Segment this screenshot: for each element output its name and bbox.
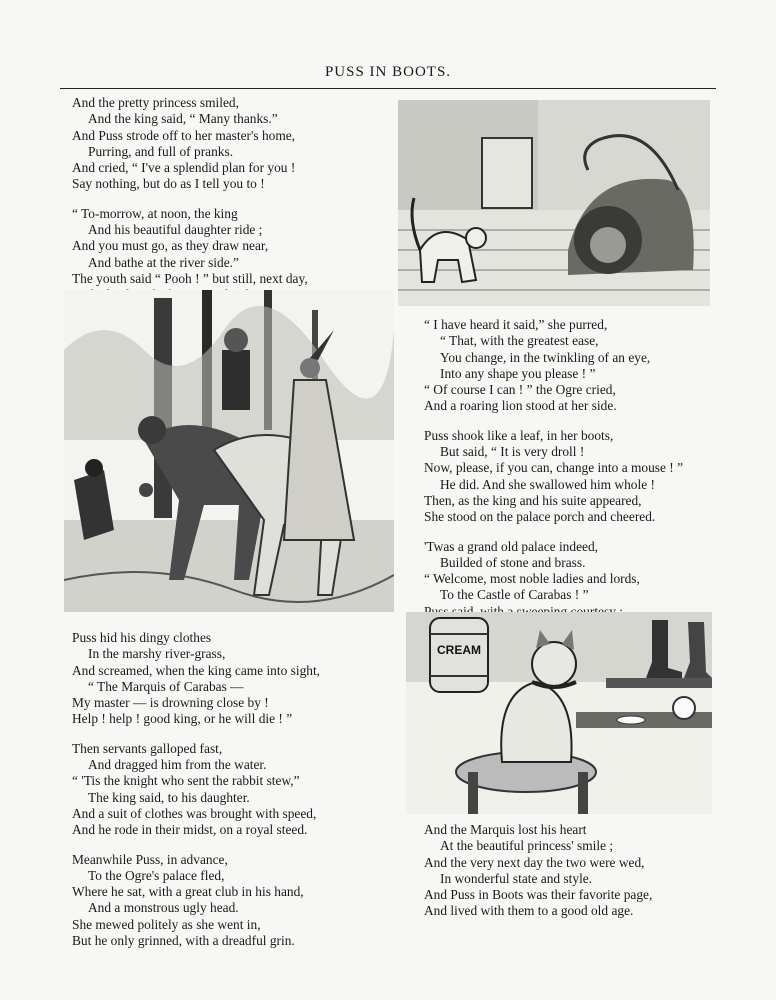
verse-line: Meanwhile Puss, in advance, [72,851,228,867]
verse-line: And Puss strode off to her master's home, [72,127,296,143]
page-title: PUSS IN BOOTS. [324,64,452,80]
right-column-middle-verses [424,317,683,649]
verse-line: And the Marquis lost his heart [424,822,587,837]
verse-stanza [424,428,683,526]
verse-line: Into any shape you please ! ” [440,365,596,381]
verse-line: And he rode in their midst, on a royal steed. [72,822,308,838]
verse-line: And bathe at the river side.” [88,254,239,270]
verse-line: “ 'Tis the knight who sent the rabbit stew,” [72,773,300,789]
verse-line: And Puss in Boots was their favorite page, [424,887,653,903]
verse-line: And the king said, “ Many thanks.” [88,111,278,127]
verse-line: The youth said “ Pooh ! ” but still, next day, [72,270,308,286]
verse-stanza [424,317,683,415]
verse-line: And a roaring lion stood at her side. [424,398,617,414]
verse-stanza [72,95,308,193]
verse-line: You change, in the twinkling of an eye, [440,349,651,365]
illustration-cat-and-lion [398,100,710,306]
verse-line: And you must go, as they draw near, [72,238,269,254]
verse-line: And his beautiful daughter ride ; [88,222,263,238]
verse-line: And the very next day the two were wed, [424,854,645,870]
right-column-bottom-verses [424,822,652,933]
cat-table-drawing [406,612,712,814]
verse-line: To the Castle of Carabas ! ” [440,587,589,603]
verse-line: And the pretty princess smiled, [72,95,239,110]
verse-line: “ Of course I can ! ” the Ogre cried, [424,382,616,398]
verse-stanza [72,852,320,950]
verse-stanza [72,741,320,839]
verse-line: To the Ogre's palace fled, [88,867,225,883]
verse-line: She mewed politely as she went in, [72,916,261,932]
verse-line: Where he sat, with a great club in his hand, [72,884,304,900]
verse-line: And lived with them to a good old age. [424,903,634,919]
verse-line: “ The Marquis of Carabas — [88,678,244,694]
verse-line: But said, “ It is very droll ! [440,444,585,460]
barrel-label: CREAM [437,643,481,657]
verse-line: “ That, with the greatest ease, [440,333,599,349]
verse-line: In wonderful state and style. [440,870,593,886]
verse-line: Now, please, if you can, change into a mouse ! ” [424,460,684,476]
header-rule [60,88,716,89]
verse-line: “ I have heard it said,” she purred, [424,317,608,332]
illustration-royal-ride [64,290,394,612]
verse-line: And dragged him from the water. [88,757,267,773]
verse-stanza [72,206,308,304]
cat-lion-drawing [398,100,710,306]
illustration-cat-at-table [406,612,712,814]
verse-line: Puss shook like a leaf, in her boots, [424,427,614,443]
verse-line: The king said, to his daughter. [88,789,250,805]
verse-line: Say nothing, but do as I tell you to ! [72,176,265,192]
verse-line: In the marshy river-grass, [88,646,226,662]
verse-line: Then servants galloped fast, [72,740,223,756]
verse-stanza [424,822,652,920]
verse-line: Help ! help ! good king, or he will die ! ” [72,711,293,727]
verse-line: Builded of stone and brass. [440,554,586,570]
verse-line: And cried, “ I've a splendid plan for you ! [72,160,296,176]
left-column-top-verses [72,95,308,317]
verse-line: Puss hid his dingy clothes [72,630,212,645]
verse-line: But he only grinned, with a dreadful grin. [72,933,295,949]
verse-line: At the beautiful princess' smile ; [440,838,614,854]
verse-line: And a monstrous ugly head. [88,900,239,916]
verse-line: My master — is drowning close by ! [72,695,269,711]
verse-stanza [72,630,320,728]
verse-line: She stood on the palace porch and cheered. [424,509,656,525]
verse-line: Then, as the king and his suite appeared, [424,492,642,508]
verse-line: He did. And she swallowed him whole ! [440,476,655,492]
verse-line: Purring, and full of pranks. [88,143,234,159]
verse-line: And a suit of clothes was brought with speed, [72,805,317,821]
verse-line: “ Welcome, most noble ladies and lords, [424,571,640,587]
royal-ride-drawing [64,290,394,612]
verse-line: “ To-morrow, at noon, the king [72,205,238,221]
verse-line: And screamed, when the king came into sight, [72,662,321,678]
verse-line: 'Twas a grand old palace indeed, [424,538,598,554]
left-column-bottom-verses [72,630,320,962]
